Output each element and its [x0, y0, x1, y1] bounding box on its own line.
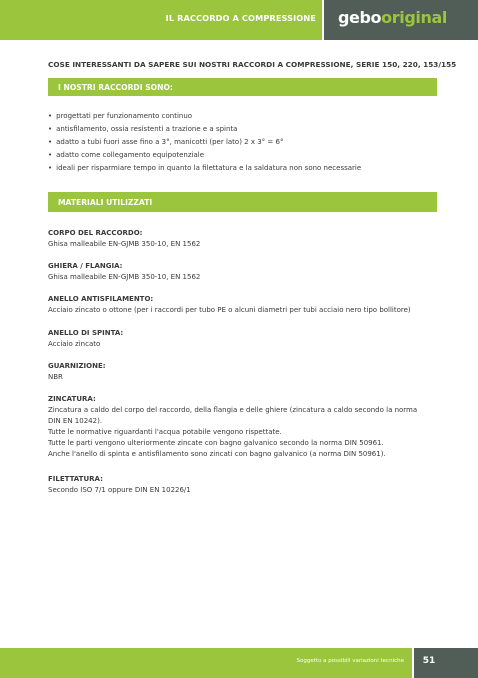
footer-note: Soggetto a possibili variazioni tecniche: [296, 658, 404, 664]
material-text: Tutte le parti vengono ulteriormente zincate con bagno galvanico secondo la norma DIN 50961.: [48, 439, 384, 447]
material-text: DIN EN 10242).: [48, 417, 103, 425]
material-ghiera: [48, 261, 443, 283]
section-title: I NOSTRI RACCORDI SONO:: [58, 83, 173, 92]
material-corpo: [48, 228, 443, 250]
list-item: • progettati per funzionamento continuo: [48, 110, 361, 123]
material-heading: GUARNIZIONE:: [48, 362, 106, 370]
material-text: Zincatura a caldo del corpo del raccordo, della flangia e delle ghiere (zincatura a caldo secondo la norma: [48, 406, 418, 414]
material-heading: ANELLO DI SPINTA:: [48, 329, 124, 337]
page-number: 51: [422, 656, 436, 666]
material-text: Tutte le normative riguardanti l'acqua potabile vengono rispettate.: [48, 428, 282, 436]
feature-list: [48, 110, 361, 175]
material-text: NBR: [48, 373, 63, 381]
list-item: • adatto a tubi fuori asse fino a 3°, manicotti (per lato) 2 x 3° = 6°: [48, 136, 361, 149]
material-text: Acciaio zincato o ottone (per i raccordi per tubo PE o alcuni diametri per tubi acciaio nero tipo bollitore): [48, 306, 411, 314]
logo-part2: original: [381, 8, 447, 27]
list-item: • ideali per risparmiare tempo in quanto la filettatura e la saldatura non sono necessarie: [48, 162, 361, 175]
material-heading: ANELLO ANTISFILAMENTO:: [48, 295, 154, 303]
material-text: Anche l'anello di spinta e antisfilamento sono zincati con bagno galvanico (a norma DIN 50961).: [48, 450, 386, 458]
material-heading: GHIERA / FLANGIA:: [48, 262, 123, 270]
material-filettatura: [48, 474, 443, 496]
material-heading: FILETTATURA:: [48, 475, 103, 483]
material-zincatura: [48, 394, 443, 460]
gebo-logo: [338, 8, 447, 27]
material-text: Ghisa malleabile EN-GJMB 350-10, EN 1562: [48, 273, 201, 281]
page-title: IL RACCORDO A COMPRESSIONE: [165, 13, 316, 23]
logo-part1: gebo: [338, 8, 382, 27]
intro-heading: COSE INTERESSANTI DA SAPERE SUI NOSTRI RACCORDI A COMPRESSIONE, SERIE 150, 220, 153/155: [48, 60, 457, 69]
section-bar-features: [48, 78, 437, 96]
material-anello-spinta: [48, 328, 443, 350]
list-item: • antisfilamento, ossia resistenti a trazione e a spinta: [48, 123, 361, 136]
material-heading: ZINCATURA:: [48, 395, 96, 403]
material-text: Acciaio zincato: [48, 340, 101, 348]
material-guarnizione: [48, 361, 443, 383]
material-text: Ghisa malleabile EN-GJMB 350-10, EN 1562: [48, 240, 201, 248]
material-anello-antisfilamento: [48, 294, 443, 316]
section-title: MATERIALI UTILIZZATI: [58, 198, 153, 207]
section-bar-materials: [48, 192, 437, 212]
material-text: Secondo ISO 7/1 oppure DIN EN 10226/1: [48, 486, 191, 494]
material-heading: CORPO DEL RACCORDO:: [48, 229, 143, 237]
list-item: • adatto come collegamento equipotenziale: [48, 149, 361, 162]
